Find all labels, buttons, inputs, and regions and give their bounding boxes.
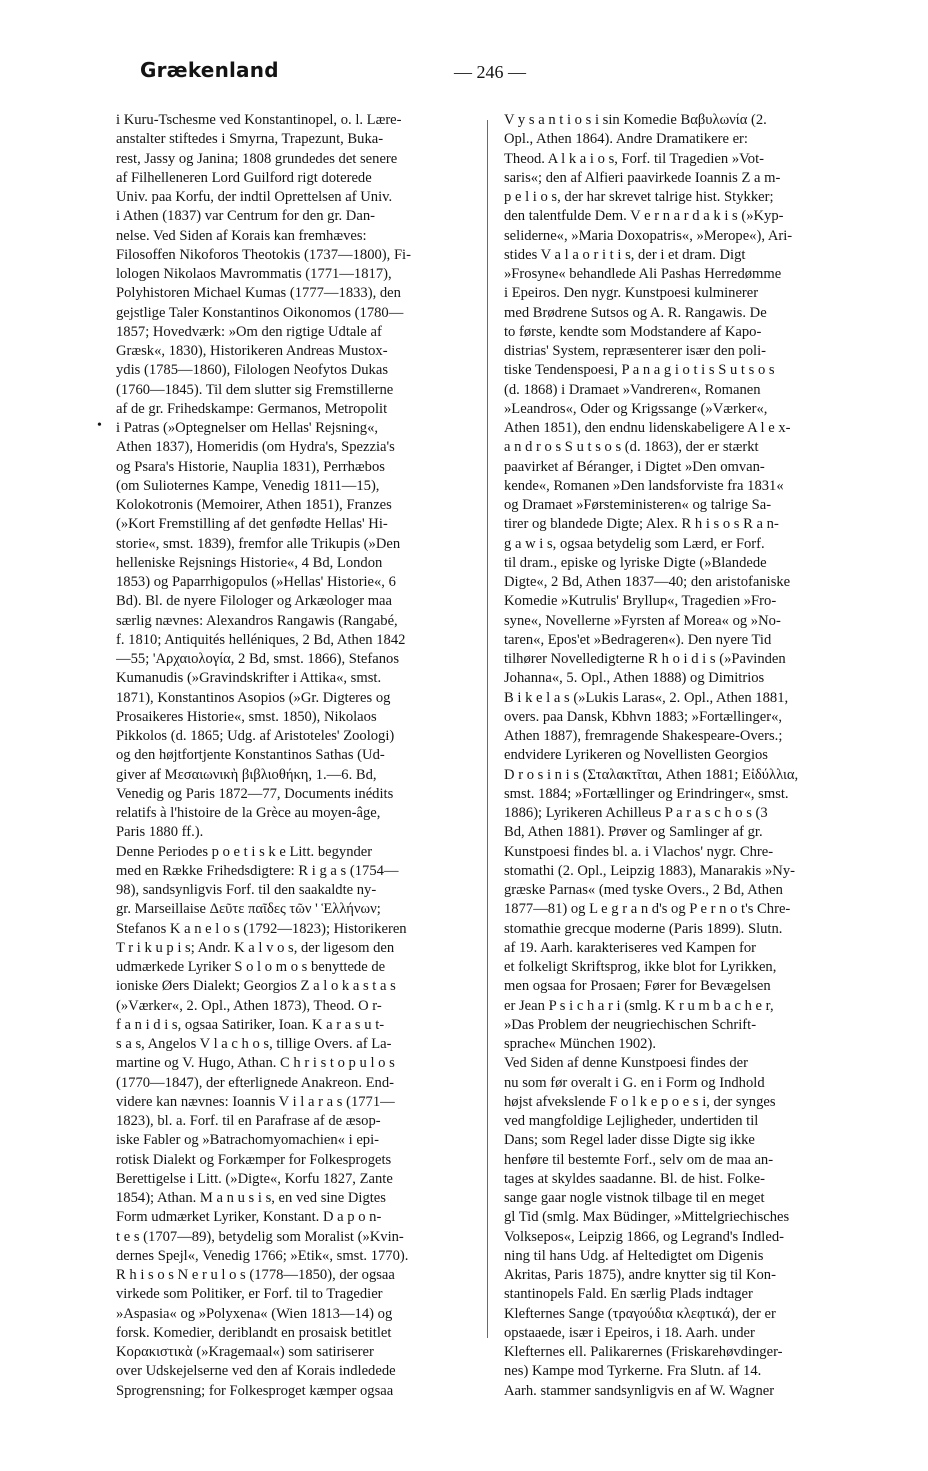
text-line: taren«, Epos'et »Bedrageren«). Den nyere Tid xyxy=(504,631,772,648)
text-line: helleniske Rejsnings Historie«, 4 Bd, London xyxy=(116,554,383,571)
text-line: Paris 1880 ff.). xyxy=(116,824,204,841)
text-line: af Filhelleneren Lord Guilford rigt doterede xyxy=(116,169,372,186)
text-line: tiske Tendenspoesi, P a n a g i o t i s S u t s o s xyxy=(504,362,775,379)
text-line: (om Sulioternes Kampe, Venedig 1811—15), xyxy=(116,477,380,494)
text-line: B i k e l a s (»Lukis Laras«, 2. Opl., Athen 1881, xyxy=(504,689,789,706)
text-line: ydis (1785—1860), Filologen Neofytos Dukas xyxy=(116,362,388,379)
text-line: 1886); Lyrikeren Achilleus P a r a s c h o s (3 xyxy=(504,805,768,821)
text-line: g a w i s, ogsaa betydelig som Lærd, er Forf. xyxy=(504,535,765,552)
text-line: højst afvekslende F o l k e p o e s i, der synges xyxy=(504,1093,776,1110)
text-line: og den højtfortjente Konstantinos Sathas (Ud- xyxy=(116,747,385,764)
text-line: Filosoffen Nikoforos Theotokis (1737—1800), Fi- xyxy=(116,246,411,263)
stray-mark: • xyxy=(97,418,102,433)
text-line: med en Række Frihedsdigtere: R i g a s (1754— xyxy=(116,862,399,879)
text-line: »Aspasia« og »Polyxena« (Wien 1813—14) og xyxy=(116,1305,393,1322)
text-line: tages at skyldes saadanne. Bl. de hist. Folke- xyxy=(504,1170,766,1187)
text-line: Sprogrensning; for Folkesproget kæmper ogsaa xyxy=(116,1382,394,1399)
text-line: Pikkolos (d. 1865; Udg. af Aristoteles' Zoologi) xyxy=(116,728,395,744)
text-line: 98), sandsynligvis Forf. til den saakaldte ny- xyxy=(116,882,377,898)
text-line: (»Kort Fremstilling af det genfødte Hellas' Hi- xyxy=(116,516,388,533)
text-line: over Udskejelserne ved den af Korais indledede xyxy=(116,1363,396,1380)
text-line: (»Værker«, 2. Opl., Athen 1873), Theod. O r- xyxy=(116,997,382,1014)
text-line: Akritas, Paris 1875), andre knytter sig til Kon- xyxy=(504,1267,776,1283)
text-line: henføre til bestemte Forf., selv om de maa an- xyxy=(504,1151,774,1168)
text-line: nes) Kampe mod Tyrkerne. Fra Slutn. af 14. xyxy=(504,1363,762,1380)
text-line: Klefternes Sange (τραγούδια κλεφτικά), der er xyxy=(504,1305,776,1322)
text-line: er Jean P s i c h a r i (smlg. K r u m b a c h e r, xyxy=(504,997,774,1014)
text-line: T r i k u p i s; Andr. K a l v o s, der ligesom den xyxy=(116,939,395,956)
text-line: Prosaikeres Historie«, smst. 1850), Nikolaos xyxy=(116,708,377,725)
text-line: stomathie grecque moderne (Paris 1899). Slutn. xyxy=(504,920,783,937)
text-line: dernes Spejl«, Venedig 1766; »Etik«, smst. 1770). xyxy=(116,1247,409,1264)
text-line: til dram., episke og lyriske Digte (»Blandede xyxy=(504,554,767,571)
text-line: men ogsaa for Prosaen; Fører for Bevægelsen xyxy=(504,978,771,995)
text-line: Digte«, 2 Bd, Athen 1837—40; den aristofaniske xyxy=(504,574,791,590)
text-line: videre kan nævnes: Ioannis V i l a r a s (1771— xyxy=(116,1093,395,1110)
text-line: Johanna«, 5. Opl., Athen 1888) og Dimitrios xyxy=(504,670,765,687)
text-line: »Leandros«, Oder og Krigssange (»Værker«, xyxy=(504,400,768,417)
text-line: ved mangfoldige Lejligheder, undertiden til xyxy=(504,1113,759,1129)
text-line: Kolokotronis (Memoirer, Athen 1851), Franzes xyxy=(116,497,392,513)
right-text-column xyxy=(504,111,858,1401)
page-number: — 246 — xyxy=(454,62,526,82)
text-line: overs. paa Dansk, Kbhvn 1883; »Fortællinger«, xyxy=(504,708,783,725)
text-line: »Frosyne« behandlede Ali Pashas Herredømme xyxy=(504,266,782,282)
text-line: t e s (1707—89), betydelig som Moralist (»Kvin- xyxy=(116,1228,404,1245)
text-line: Klefternes ell. Palikarernes (Friskarehøvdinger- xyxy=(504,1344,783,1360)
text-line: relatifs à l'histoire de la Grèce au moyen-âge, xyxy=(116,805,381,821)
text-line: Venedig og Paris 1872—77, Documents inédits xyxy=(116,785,394,802)
text-line: Volksepos«, Leipzig 1866, og Legrand's Indled- xyxy=(504,1228,784,1245)
text-line: og Dramaet »Førsteministeren« og talrige Sa- xyxy=(504,497,772,513)
text-line: V y s a n t i o s i sin Komedie Βαβυλωνία (2. xyxy=(504,112,767,128)
text-line: (1770—1847), der efterlignede Anakreon. End- xyxy=(116,1074,395,1091)
text-line: Bd). Bl. de nyere Filologer og Arkæologer maa xyxy=(116,593,393,610)
text-line: græske Parnas« (med tyske Overs., 2 Bd, Athen xyxy=(504,882,783,898)
text-line: den talentfulde Dem. V e r n a r d a k i s (»Kyp- xyxy=(504,208,784,225)
text-line: gejstlige Taler Konstantinos Oikonomos (1780— xyxy=(116,304,404,321)
text-line: 1871), Konstantinos Asopios (»Gr. Digteres og xyxy=(116,689,391,706)
text-line: storie«, smst. 1839), fremfor alle Trikupis (»Den xyxy=(116,535,401,552)
text-line: i Epeiros. Den nygr. Kunstpoesi kulminerer xyxy=(504,285,759,302)
text-line: 1857; Hovedværk: »Om den rigtige Udtale af xyxy=(116,323,382,340)
text-line: Athen 1887), fremragende Shakespeare-Overs.; xyxy=(504,728,783,744)
text-line: med Brødrene Sutsos og A. R. Rangawis. De xyxy=(504,304,767,321)
left-text-column xyxy=(116,111,474,1401)
text-line: Opl., Athen 1864). Andre Dramatikere er: xyxy=(504,131,748,148)
text-line: to første, kendte som Modstandere af Kapo- xyxy=(504,323,762,340)
text-line: seliderne«, »Maria Doxopatris«, »Merope«), Ari- xyxy=(504,227,793,244)
text-line: rotisk Dialekt og Forkæmper for Folkesprogets xyxy=(116,1151,392,1168)
text-line: distrias' System, repræsenterer især den poli- xyxy=(504,343,767,359)
text-line: D r o s i n i s (Σταλακτῖται, Athen 1881; Εἰδύλλια, xyxy=(504,766,799,783)
text-line: nu som før overalt i G. en i Form og Indhold xyxy=(504,1074,765,1091)
text-line: (1760—1845). Til dem slutter sig Fremstillerne xyxy=(116,381,394,398)
text-line: anstalter stiftedes i Smyrna, Trapezunt, Buka- xyxy=(116,131,384,148)
text-line: af de gr. Frihedskampe: Germanos, Metropolit xyxy=(116,400,388,417)
text-line: f. 1810; Antiquités helléniques, 2 Bd, Athen 1842 xyxy=(116,631,406,648)
text-line: ioniske Øers Dialekt; Georgios Z a l o k a s t a s xyxy=(116,978,396,995)
text-line: (d. 1868) i Dramaet »Vandreren«, Romanen xyxy=(504,381,761,398)
text-line: Denne Periodes p o e t i s k e Litt. begynder xyxy=(116,843,373,860)
text-line: forsk. Komedier, deriblandt en prosaisk betitlet xyxy=(116,1324,392,1341)
text-line: Stefanos K a n e l o s (1792—1823); Historikeren xyxy=(116,920,407,937)
text-line: martine og V. Hugo, Athan. C h r i s t o p u l o s xyxy=(116,1055,395,1072)
text-line: lologen Nikolaos Mavrommatis (1771—1817), xyxy=(116,266,392,282)
text-line: giver af Μεσαιωνικὴ βιβλιοθήκη, 1.—6. Bd, xyxy=(116,766,377,783)
text-line: Polyhistoren Michael Kumas (1777—1833), den xyxy=(116,285,401,302)
text-line: opstaaede, især i Epeiros, i 18. Aarh. under xyxy=(504,1324,755,1341)
text-line: Univ. paa Korfu, der indtil Oprettelsen af Univ. xyxy=(116,189,393,205)
text-line: Κορακιστικὰ (»Kragemaal«) som satiriserer xyxy=(116,1344,374,1360)
text-line: og Psara's Historie, Nauplia 1831), Perrhæbos xyxy=(116,458,385,475)
text-line: Bd, Athen 1881). Prøver og Samlinger af gr. xyxy=(504,824,763,841)
text-line: s a s, Angelos V l a c h o s, tillige Overs. af La- xyxy=(116,1036,392,1052)
text-line: Ved Siden af denne Kunstpoesi findes der xyxy=(504,1055,748,1072)
text-line: virkede som Politiker, er Forf. til to Tragedier xyxy=(116,1286,383,1303)
text-line: »Das Problem der neugriechischen Schrift- xyxy=(504,1016,757,1033)
text-line: p e l i o s, der har skrevet talrige hist. Stykker; xyxy=(504,189,774,205)
text-line: i Athen (1837) var Centrum for den gr. Dan- xyxy=(116,208,375,225)
text-line: R h i s o s N e r u l o s (1778—1850), der ogsaa xyxy=(116,1267,395,1283)
text-line: iske Fabler og »Batrachomyomachien« i epi- xyxy=(116,1132,380,1149)
column-divider xyxy=(487,120,488,1338)
text-line: ning til hans Udg. af Heltedigtet om Digenis xyxy=(504,1247,764,1264)
text-line: 1853) og Paparrhigopulos (»Hellas' Historie«, 6 xyxy=(116,574,396,590)
text-line: Athen 1837), Homeridis (om Hydra's, Spezzia's xyxy=(116,439,395,456)
text-line: sange gaar nogle vistnok tilbage til en meget xyxy=(504,1190,765,1206)
text-line: Dans; som Regel lader disse Digte sig ikke xyxy=(504,1132,755,1149)
text-line: rest, Jassy og Janina; 1808 grundedes det senere xyxy=(116,150,398,167)
text-line: paavirket af Béranger, i Digtet »Den omvan- xyxy=(504,458,765,475)
text-line: i Patras (»Optegnelser om Hellas' Rejsning«, xyxy=(116,420,379,436)
text-line: nelse. Ved Siden af Korais kan fremhæves: xyxy=(116,227,367,244)
text-line: særlig nævnes: Alexandros Rangawis (Rangabé, xyxy=(116,612,398,629)
text-line: stides V a l a o r i t i s, der i et dram. Digt xyxy=(504,246,746,263)
text-line: Kumanudis (»Gravindskrifter i Attika«, smst. xyxy=(116,670,382,687)
text-line: endvidere Lyrikeren og Novellisten Georgios xyxy=(504,747,768,764)
text-line: stomathi (2. Opl., Leipzig 1883), Manarakis »Ny- xyxy=(504,862,796,879)
text-line: 1823), bl. a. Forf. til en Parafrase af de æsop- xyxy=(116,1113,381,1129)
text-line: f a n i d i s, ogsaa Satiriker, Ioan. K a r a s u t- xyxy=(116,1016,385,1033)
text-line: Græsk«, 1830), Historikeren Andreas Mustox- xyxy=(116,343,388,359)
text-line: tirer og blandede Digte; Alex. R h i s o s R a n- xyxy=(504,516,779,533)
text-line: saris«; den af Alfieri paavirkede Ioannis Z a m- xyxy=(504,169,781,186)
text-line: Aarh. stammer sandsynligvis en af W. Wagner xyxy=(504,1382,775,1399)
text-line: i Kuru-Tschesme ved Konstantinopel, o. l. Lære- xyxy=(116,112,402,128)
text-line: af 19. Aarh. karakteriseres ved Kampen for xyxy=(504,939,757,956)
text-line: Berettigelse i Litt. (»Digte«, Korfu 1827, Zante xyxy=(116,1170,393,1187)
text-line: Komedie »Kutrulis' Bryllup«, Tragedien »Fro- xyxy=(504,593,777,610)
text-line: Theod. A l k a i o s, Forf. til Tragedien »Vot- xyxy=(504,150,764,167)
running-head-title: Grækenland xyxy=(140,58,279,82)
text-line: udmærkede Lyriker S o l o m o s benyttede de xyxy=(116,959,386,975)
text-line: smst. 1884; »Fortællinger og Erindringer«, smst. xyxy=(504,785,789,802)
text-line: 1854); Athan. M a n u s i s, en ved sine Digtes xyxy=(116,1190,386,1206)
text-line: Form udmærket Lyriker, Konstant. D a p o n- xyxy=(116,1209,382,1226)
text-line: 1877—81) og L e g r a n d's og P e r n o t's Chre- xyxy=(504,901,791,918)
text-line: kende«, Romanen »Den landsforviste fra 1831« xyxy=(504,477,784,494)
text-line: gl Tid (smlg. Max Büdinger, »Mittelgriechisches xyxy=(504,1209,790,1226)
text-line: Athen 1851), den endnu lidenskabeligere A l e x- xyxy=(504,420,791,436)
text-line: tilhører Novelledigterne R h o i d i s (»Pavinden xyxy=(504,651,786,667)
text-line: stantinopels Fald. En særlig Plads indtager xyxy=(504,1286,753,1303)
text-line: a n d r o s S u t s o s (d. 1863), der er stærkt xyxy=(504,439,759,456)
text-line: sprache« München 1902). xyxy=(504,1036,656,1052)
text-line: —55; 'Αρχαιολογία, 2 Bd, smst. 1866), Stefanos xyxy=(116,651,399,667)
text-line: gr. Marseillaise Δεῦτε παῖδες τῶν ' Ἑλλήνων; xyxy=(116,901,381,918)
text-line: syne«, Novellerne »Fyrsten af Morea« og »No- xyxy=(504,612,781,629)
text-line: Kunstpoesi findes bl. a. i Vlachos' nygr. Chre- xyxy=(504,843,774,860)
text-line: et folkeligt Skriftsprog, ikke blot for Lyrikken, xyxy=(504,959,777,975)
